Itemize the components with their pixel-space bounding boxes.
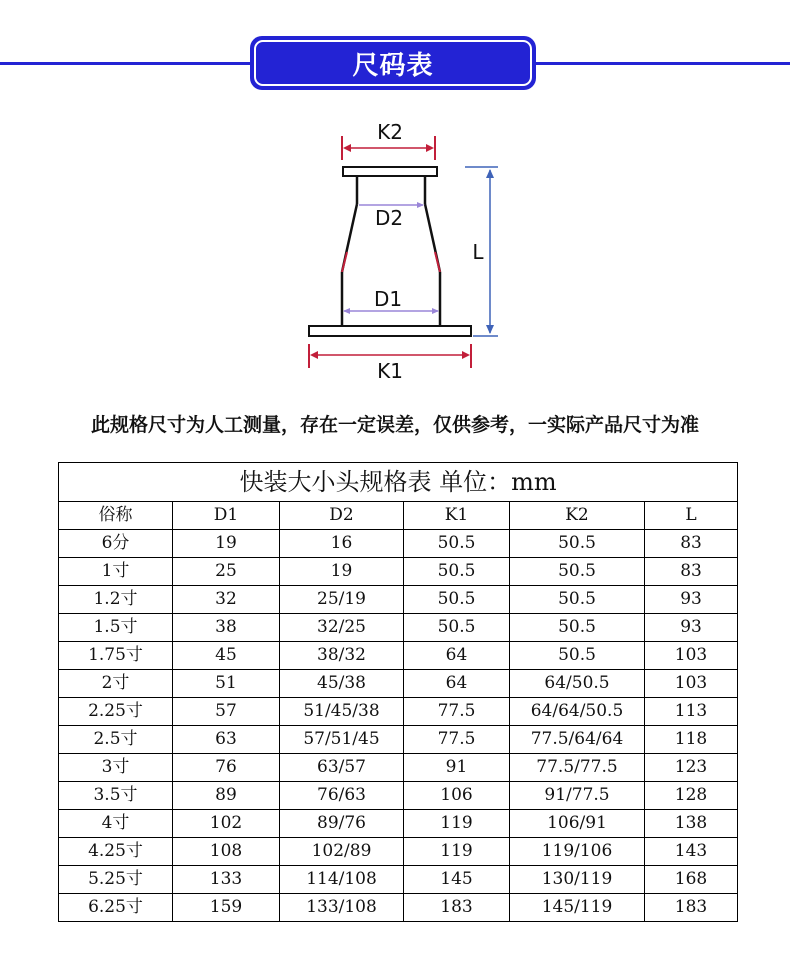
table-row — [59, 642, 738, 670]
cell-d2: 63/57 — [280, 754, 404, 782]
cell-common-name: 6分 — [59, 530, 173, 558]
cell-common-name: 3.5寸 — [59, 782, 173, 810]
cell-d2: 133/108 — [280, 894, 404, 922]
cell-l: 83 — [645, 558, 738, 586]
cell-d1: 32 — [173, 586, 280, 614]
cell-d1: 25 — [173, 558, 280, 586]
cell-d2: 16 — [280, 530, 404, 558]
cell-common-name: 1.5寸 — [59, 614, 173, 642]
reducer-dimension-diagram — [285, 112, 515, 397]
cell-d2: 114/108 — [280, 866, 404, 894]
cell-common-name: 2寸 — [59, 670, 173, 698]
cell-common-name: 1寸 — [59, 558, 173, 586]
cell-d2: 19 — [280, 558, 404, 586]
cell-d1: 19 — [173, 530, 280, 558]
cell-d1: 76 — [173, 754, 280, 782]
table-row — [59, 866, 738, 894]
cell-d2: 38/32 — [280, 642, 404, 670]
cell-common-name: 4.25寸 — [59, 838, 173, 866]
table-row — [59, 530, 738, 558]
cell-k2: 50.5 — [510, 614, 645, 642]
cell-l: 143 — [645, 838, 738, 866]
cell-l: 138 — [645, 810, 738, 838]
table-row — [59, 586, 738, 614]
cell-k2: 50.5 — [510, 530, 645, 558]
size-spec-table — [58, 462, 738, 922]
cell-k2: 119/106 — [510, 838, 645, 866]
cell-d1: 51 — [173, 670, 280, 698]
cell-l: 103 — [645, 670, 738, 698]
cell-k1: 50.5 — [404, 614, 510, 642]
column-header-k2: K2 — [510, 502, 645, 530]
cell-common-name: 2.25寸 — [59, 698, 173, 726]
column-header-k1: K1 — [404, 502, 510, 530]
table-row — [59, 558, 738, 586]
cell-common-name: 4寸 — [59, 810, 173, 838]
cell-k1: 50.5 — [404, 586, 510, 614]
table-title-row — [59, 463, 738, 502]
cell-k1: 119 — [404, 838, 510, 866]
column-header-common-name: 俗称 — [59, 502, 173, 530]
column-header-d2: D2 — [280, 502, 404, 530]
cell-k1: 50.5 — [404, 558, 510, 586]
cell-k2: 77.5/64/64 — [510, 726, 645, 754]
cell-k2: 50.5 — [510, 586, 645, 614]
table-row — [59, 698, 738, 726]
cell-common-name: 6.25寸 — [59, 894, 173, 922]
cell-d2: 45/38 — [280, 670, 404, 698]
cell-d2: 89/76 — [280, 810, 404, 838]
cell-k1: 106 — [404, 782, 510, 810]
cell-k2: 91/77.5 — [510, 782, 645, 810]
table-row — [59, 838, 738, 866]
cell-d1: 108 — [173, 838, 280, 866]
cell-d1: 57 — [173, 698, 280, 726]
cell-d1: 102 — [173, 810, 280, 838]
table-row — [59, 894, 738, 922]
d2-label: D2 — [374, 206, 404, 230]
cell-l: 118 — [645, 726, 738, 754]
cell-d1: 159 — [173, 894, 280, 922]
table-row — [59, 754, 738, 782]
cell-common-name: 1.75寸 — [59, 642, 173, 670]
cell-d2: 25/19 — [280, 586, 404, 614]
cell-d2: 76/63 — [280, 782, 404, 810]
cell-k2: 50.5 — [510, 558, 645, 586]
cell-k1: 50.5 — [404, 530, 510, 558]
cell-k1: 145 — [404, 866, 510, 894]
cell-k2: 145/119 — [510, 894, 645, 922]
cell-l: 103 — [645, 642, 738, 670]
cell-k1: 91 — [404, 754, 510, 782]
table-row — [59, 670, 738, 698]
table-header-row — [59, 502, 738, 530]
cell-k2: 50.5 — [510, 642, 645, 670]
cell-k1: 64 — [404, 642, 510, 670]
measurement-disclaimer: 此规格尺寸为人工测量，存在一定误差，仅供参考，一实际产品尺寸为准 — [90, 414, 699, 436]
cell-common-name: 5.25寸 — [59, 866, 173, 894]
cell-k1: 183 — [404, 894, 510, 922]
l-label: L — [472, 240, 484, 264]
cell-k2: 64/64/50.5 — [510, 698, 645, 726]
cell-common-name: 1.2寸 — [59, 586, 173, 614]
cell-l: 123 — [645, 754, 738, 782]
table-row — [59, 726, 738, 754]
d1-label: D1 — [373, 287, 403, 311]
table-row — [59, 810, 738, 838]
table-row — [59, 614, 738, 642]
cell-d2: 57/51/45 — [280, 726, 404, 754]
page-title: 尺码表 — [254, 40, 532, 86]
table-title: 快装大小头规格表 单位：mm — [59, 463, 738, 502]
cell-k2: 130/119 — [510, 866, 645, 894]
k1-label: K1 — [377, 359, 403, 383]
column-header-d1: D1 — [173, 502, 280, 530]
cell-l: 113 — [645, 698, 738, 726]
cell-d1: 133 — [173, 866, 280, 894]
cell-d1: 89 — [173, 782, 280, 810]
cell-l: 128 — [645, 782, 738, 810]
bottom-flange — [309, 326, 471, 336]
cell-l: 93 — [645, 586, 738, 614]
cell-l: 183 — [645, 894, 738, 922]
cell-l: 93 — [645, 614, 738, 642]
cell-common-name: 2.5寸 — [59, 726, 173, 754]
header-banner — [250, 36, 536, 90]
cell-k1: 119 — [404, 810, 510, 838]
cell-d2: 32/25 — [280, 614, 404, 642]
cell-d1: 45 — [173, 642, 280, 670]
cell-k1: 77.5 — [404, 698, 510, 726]
cell-d1: 38 — [173, 614, 280, 642]
cell-l: 83 — [645, 530, 738, 558]
cell-k2: 64/50.5 — [510, 670, 645, 698]
cell-k2: 106/91 — [510, 810, 645, 838]
cell-d1: 63 — [173, 726, 280, 754]
column-header-l: L — [645, 502, 738, 530]
top-flange — [343, 167, 437, 176]
cell-k1: 77.5 — [404, 726, 510, 754]
cell-k1: 64 — [404, 670, 510, 698]
k2-label: K2 — [377, 120, 403, 144]
cell-l: 168 — [645, 866, 738, 894]
cell-d2: 51/45/38 — [280, 698, 404, 726]
cell-k2: 77.5/77.5 — [510, 754, 645, 782]
table-row — [59, 782, 738, 810]
cell-common-name: 3寸 — [59, 754, 173, 782]
cell-d2: 102/89 — [280, 838, 404, 866]
